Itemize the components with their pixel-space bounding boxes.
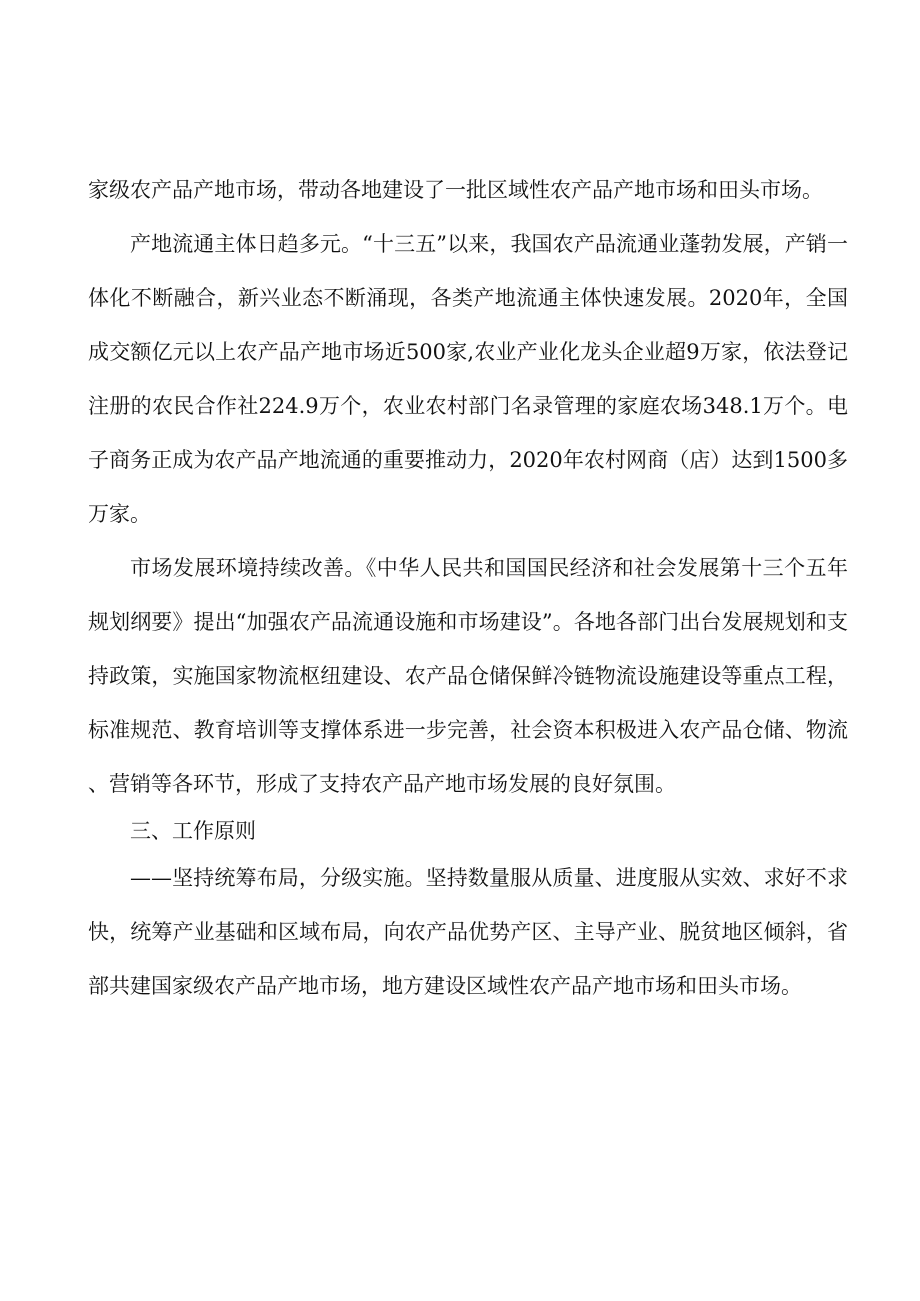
document-body bbox=[88, 163, 848, 1013]
paragraph-market-environment: 市场发展环境持续改善。《中华人民共和国国民经济和社会发展第十三个五年规划纲要》提出“加强农产品流通设施和市场建设”。各地各部门出台发展规划和支持政策，实施国家物流枢纽建设、农产品仓储保鲜冷链物流设施建设等重点工程，标准规范、教育培训等支撑体系进一步完善，社会资本积极进入农产品仓储、物流、营销等各环节，形成了支持农产品产地市场发展的良好氛围。 bbox=[88, 556, 848, 796]
paragraph-work-principle: ——坚持统筹布局，分级实施。坚持数量服从质量、进度服从实效、求好不求快，统筹产业基础和区域布局，向农产品优势产区、主导产业、脱贫地区倾斜，省部共建国家级农产品产地市场，地方建设区域性农产品产地市场和田头市场。 bbox=[88, 866, 848, 998]
section-heading: 三、工作原则 bbox=[130, 819, 256, 843]
paragraph-circulation-entities: 产地流通主体日趋多元。“十三五”以来，我国农产品流通业蓬勃发展，产销一体化不断融合，新兴业态不断涌现，各类产地流通主体快速发展。2020年，全国成交额亿元以上农产品产地市场近500家,农业产业化龙头企业超9万家，依法登记注册的农民合作社224.9万个，农业农村部门名录管理的家庭农场348.1万个。电子商务正成为农产品产地流通的重要推动力，2020年农村网商（店）达到1500多万家。 bbox=[88, 232, 848, 526]
paragraph-continuation: 家级农产品产地市场，带动各地建设了一批区域性农产品产地市场和田头市场。 bbox=[88, 178, 823, 202]
